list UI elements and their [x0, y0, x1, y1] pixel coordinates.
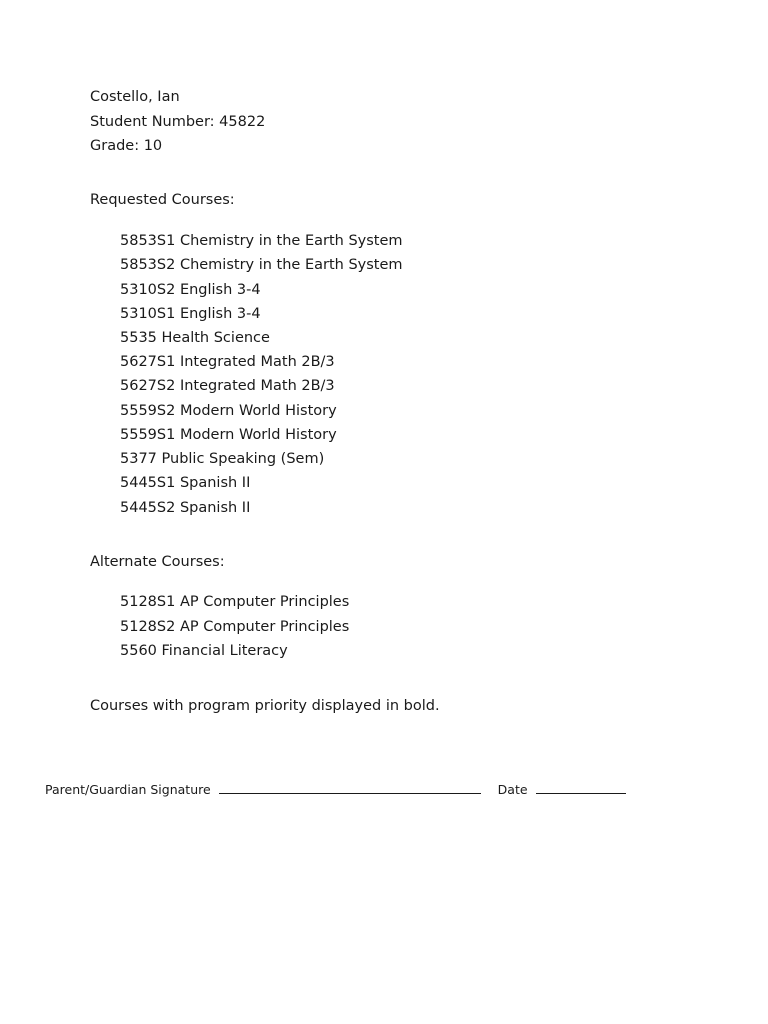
- requested-course-item: 5853S2 Chemistry in the Earth System: [120, 257, 403, 273]
- priority-note: Courses with program priority displayed in bold.: [90, 698, 440, 714]
- date-label: Date: [497, 782, 528, 797]
- student-name: Costello, Ian: [90, 89, 180, 105]
- alternate-course-item: 5128S2 AP Computer Principles: [120, 619, 350, 635]
- date-line: [536, 781, 626, 794]
- requested-course-item: 5445S2 Spanish II: [120, 500, 251, 516]
- requested-course-item: 5853S1 Chemistry in the Earth System: [120, 233, 403, 249]
- student-grade: Grade: 10: [90, 138, 163, 154]
- alternate-courses-heading: Alternate Courses:: [90, 554, 225, 570]
- requested-course-item: 5559S1 Modern World History: [120, 427, 337, 443]
- alternate-course-item: 5560 Financial Literacy: [120, 643, 288, 659]
- requested-course-item: 5559S2 Modern World History: [120, 403, 337, 419]
- requested-course-item: 5310S1 English 3-4: [120, 306, 261, 322]
- requested-course-item: 5627S2 Integrated Math 2B/3: [120, 378, 335, 394]
- requested-course-item: 5535 Health Science: [120, 330, 270, 346]
- signature-row: [45, 781, 626, 798]
- requested-courses-heading: Requested Courses:: [90, 192, 235, 208]
- requested-course-item: 5445S1 Spanish II: [120, 475, 251, 491]
- requested-course-item: 5627S1 Integrated Math 2B/3: [120, 354, 335, 370]
- parent-signature-label: Parent/Guardian Signature: [45, 782, 211, 797]
- requested-course-item: 5377 Public Speaking (Sem): [120, 451, 325, 467]
- alternate-course-item: 5128S1 AP Computer Principles: [120, 594, 350, 610]
- parent-signature-line: [219, 781, 481, 794]
- student-number: Student Number: 45822: [90, 114, 266, 130]
- requested-course-item: 5310S2 English 3-4: [120, 282, 261, 298]
